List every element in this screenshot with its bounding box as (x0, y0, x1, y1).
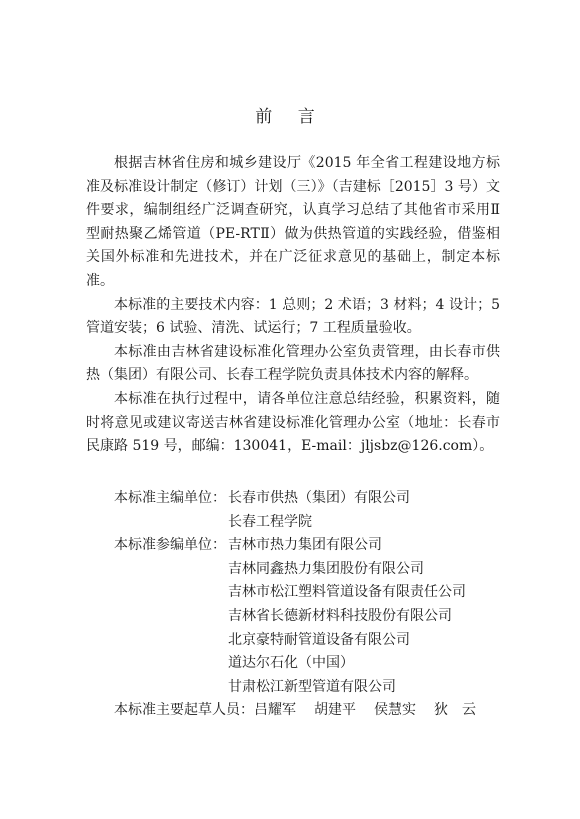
participating-unit-name: 吉林市松江塑料管道设备有限责任公司 (228, 584, 466, 601)
units-section (86, 487, 506, 723)
participating-unit-row (86, 558, 506, 582)
drafter-name: 侯慧实 (374, 702, 416, 719)
participating-unit-name: 北京豪特耐管道设备有限公司 (228, 631, 410, 648)
participating-unit-row (86, 629, 506, 653)
preface-body (86, 152, 500, 459)
participating-unit-row (86, 581, 506, 605)
participating-unit-name: 甘肃松江新型管道有限公司 (228, 678, 396, 695)
participating-unit-row (86, 605, 506, 629)
participating-unit-name: 吉林同鑫热力集团股份有限公司 (228, 560, 424, 577)
participating-unit-row (86, 676, 506, 700)
participating-unit-name: 道达尔石化（中国） (228, 655, 354, 672)
paragraph-feedback: 本标准在执行过程中，请各单位注意总结经验，积累资料，随时将意见或建议寄送吉林省建设标准化管理办公室（地址：长春市民康路 519 号，邮编：130041，E-mail：jljsbz@126.com）。 (86, 390, 500, 455)
paragraph-contents: 本标准的主要技术内容：1 总则；2 术语；3 材料；4 设计；5 管道安装；6 试验、清洗、试运行；7 工程质量验收。 (86, 296, 500, 337)
paragraph-basis: 根据吉林省住房和城乡建设厅《2015 年全省工程建设地方标准及标准设计制定（修订）计划（三）》（吉建标［2015］3 号）文件要求，编制组经广泛调查研究，认真学习总结了其他省市采用Ⅱ型耐热聚乙烯管道（PE-RTⅡ）做为供热管道的实践经验，借鉴相关国外标准和先进技术，并在广泛征求意见的基础上，制定本标准。 (86, 155, 500, 289)
participating-unit-name: 吉林省长德新材料科技股份有限公司 (228, 607, 452, 624)
chief-unit-name: 长春工程学院 (228, 513, 312, 530)
chief-units-label: 本标准主编单位： (114, 490, 226, 506)
paragraph-management: 本标准由吉林省建设标准化管理办公室负责管理，由长春市供热（集团）有限公司、长春工程学院负责具体技术内容的解释。 (86, 343, 500, 384)
participating-unit-row (86, 534, 506, 558)
participating-unit-row (86, 652, 506, 676)
participating-unit-name: 吉林市热力集团有限公司 (228, 537, 382, 554)
chief-unit-row (86, 487, 506, 511)
drafters-label: 本标准主要起草人员： (114, 702, 254, 719)
chief-unit-name: 长春市供热（集团）有限公司 (228, 490, 410, 506)
chief-unit-row (86, 511, 506, 535)
drafter-name: 胡建平 (314, 702, 356, 719)
drafter-name: 吕耀军 (254, 702, 296, 719)
drafter-name: 狄 云 (434, 702, 476, 719)
participating-units-label: 本标准参编单位： (114, 537, 226, 554)
page-title: 前 言 (255, 107, 325, 127)
drafters-row (86, 699, 506, 723)
